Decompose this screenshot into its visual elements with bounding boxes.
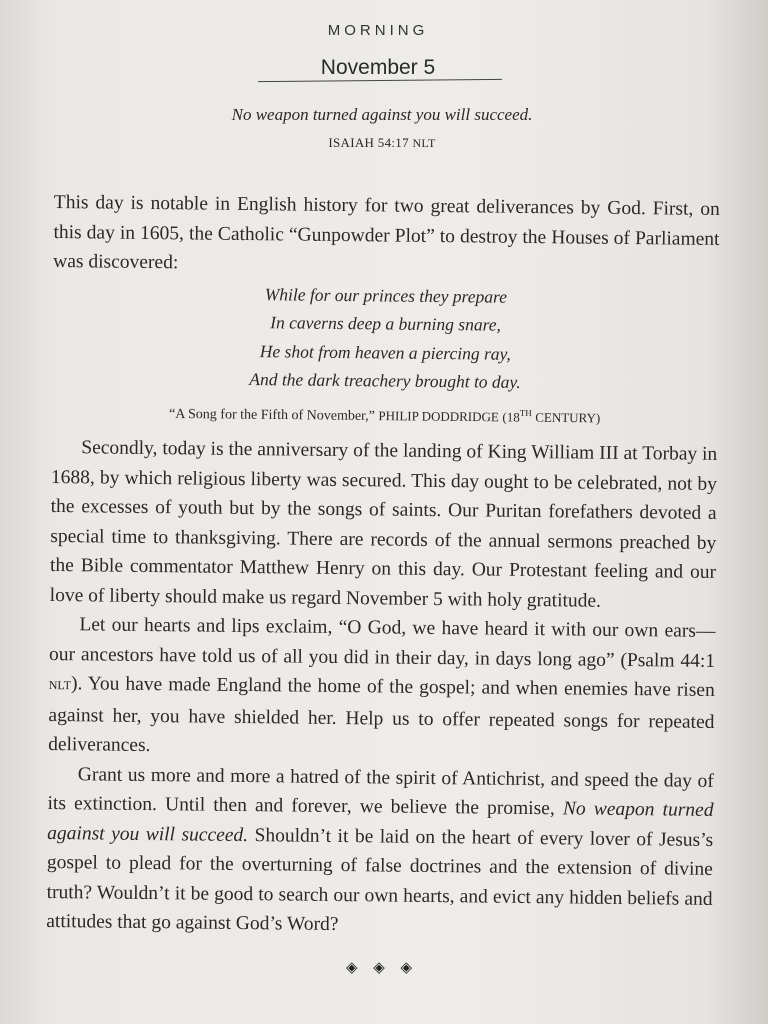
poem-line-3: He shot from heaven a piercing ray, <box>259 340 511 364</box>
poem-block <box>52 277 719 398</box>
poem-attribution-author: PHILIP DODDRIDGE <box>378 407 499 424</box>
paragraph-3-part-1: Let our hearts and lips exclaim, “O God, we have heard it with our own ears—our ancestors have told us of all you did in their day, in days long ago” (Psalm 44:1 <box>49 614 716 672</box>
paragraph-4 <box>46 760 714 944</box>
paragraph-4-part-2: Shouldn’t it be laid on the heart of every lover of Jesus’s gospel to plead for the overturning of false doctrines and the extension of divine truth? Wouldn’t it be good to search our own hearts, and evict any hidden beliefs and attitudes that go against God’s Word? <box>46 824 714 936</box>
section-label: MORNING <box>327 22 429 39</box>
poem-attribution-century-open: (18 <box>502 408 520 425</box>
paragraph-3-part-2: ). You have made England the home of the gospel; and when enemies have risen against her, you have shielded her. Help us to offer repeated songs for repeated deliverances. <box>48 673 715 757</box>
paragraph-4-part-1: Grant us more and more a hatred of the spirit of Antichrist, and speed the day of its extinction. Until then and forever, we believe the promise, <box>47 763 714 820</box>
epigraph-reference <box>0 135 764 151</box>
poem-line-2: In caverns deep a burning snare, <box>270 312 502 335</box>
poem-attribution-century-close: CENTURY) <box>535 409 601 425</box>
poem-line-4: And the dark treachery brought to day. <box>249 369 521 392</box>
diamond-ornament-icon: ◈ ◈ ◈ <box>345 960 419 976</box>
poem-line-1: While for our princes they prepare <box>264 283 508 307</box>
poem-attribution-century-sup: TH <box>519 407 532 418</box>
paragraph-3-ref-version: NLT <box>48 678 72 693</box>
poem-attribution <box>52 395 718 432</box>
epigraph-reference-version: NLT <box>412 136 436 150</box>
paragraph-3 <box>48 610 716 766</box>
poem-attribution-title: “A Song for the Fifth of November,” <box>168 406 375 424</box>
paragraph-4-italic-promise: No weapon turned against you will succeed. <box>47 798 714 846</box>
paragraph-2: Secondly, today is the anniversary of the landing of King William III at Torbay in 1688, by which religious liberty was secured. This day ought to be celebrated, not by the excesses of youth but by the songs of saints. Our Puritan forefathers devoted a special time to thanksgiving. There are records of the annual sermons preached by the Bible commentator Matthew Henry on this day. Our Protestant feeling and our love of liberty should make us regard November 5 with holy gratitude. <box>49 437 718 612</box>
devotional-body <box>46 188 720 944</box>
paragraph-1: This day is notable in English history for two great deliverances by God. First, on this day in 1605, the Catholic “Gunpowder Plot” to destroy the Houses of Parliament was discovered: <box>53 191 720 274</box>
epigraph-reference-book: ISAIAH 54:17 <box>328 135 409 150</box>
epigraph-verse: No weapon turned against you will succeed. <box>231 105 533 124</box>
page-title: November 5 <box>320 56 436 79</box>
